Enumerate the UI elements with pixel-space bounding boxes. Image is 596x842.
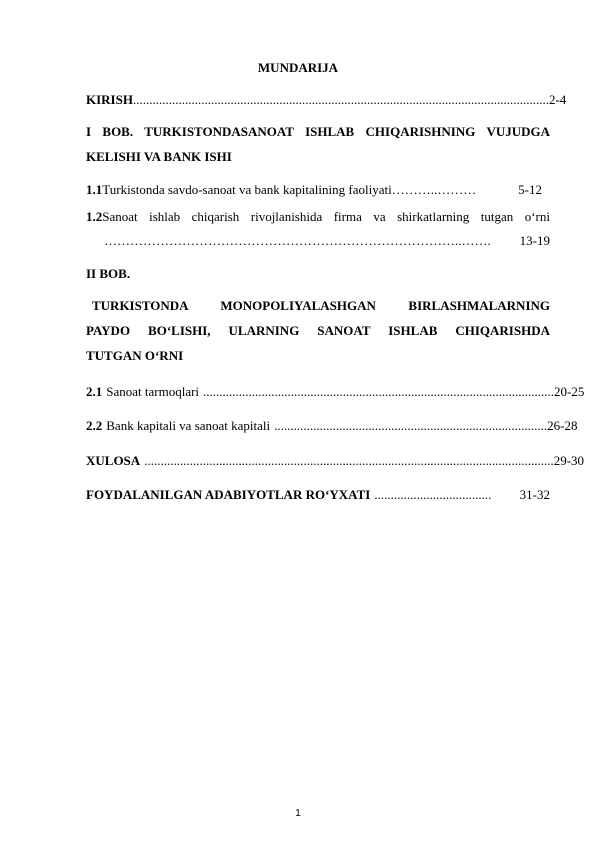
toc-entry-2-2 — [86, 417, 578, 434]
toc-page-range: 13-19 — [519, 233, 550, 248]
toc-entry-adabiyotlar — [86, 486, 550, 503]
toc-entry-label: KIRISH — [86, 92, 133, 107]
toc-entry-label: FOYDALANILGAN ADABIYOTLAR RO‘YXATI — [86, 487, 371, 502]
dot-leader: ………………………………………………………………………..……. — [104, 233, 491, 248]
toc-entry-kirish — [86, 91, 567, 108]
section-number: 1.2 — [86, 209, 103, 224]
toc-page-range: 31-32 — [519, 487, 550, 502]
toc-page-range: 2-4 — [548, 92, 567, 107]
section-number: 2.1 — [86, 384, 103, 399]
toc-entry-1-2-leader-line — [104, 232, 550, 249]
toc-entry-xulosa — [86, 452, 585, 469]
chapter-2-title-line-2: PAYDO BO‘LISHI, ULARNING SANOAT ISHLAB CHIQARISHDA — [86, 323, 550, 338]
toc-title: MUNDARIJA — [257, 60, 339, 75]
chapter-1-title-line-2: KELISHI VA BANK ISHI — [86, 149, 232, 164]
toc-entry-2-1 — [86, 383, 585, 400]
toc-entry-1-2 — [86, 208, 550, 225]
dot-leader: ................................................................................................................................ — [132, 92, 549, 107]
chapter-2-heading: II BOB. — [86, 266, 131, 281]
chapter-2-title-line-3: TUTGAN O‘RNI — [86, 348, 184, 363]
dot-leader: ............................................................................................................ — [203, 384, 555, 399]
section-title: Turkistonda savdo-sanoat va bank kapitalining faoliyati — [102, 182, 392, 197]
section-title: Sanoat ishlab chiqarish rivojlanishida firma va shirkatlarning tutgan o‘rni — [102, 209, 550, 224]
toc-entry-1-1 — [86, 181, 550, 198]
section-number: 1.1 — [86, 182, 103, 197]
toc-page-range: 29-30 — [553, 453, 585, 468]
toc-page-range: 5-12 — [518, 182, 542, 197]
chapter-2-title-line-1: TURKISTONDA MONOPOLIYALASHGAN BIRLASHMALARNING — [92, 298, 550, 313]
dot-leader: ………..……… — [391, 182, 477, 197]
section-title: Bank kapitali va sanoat kapitali — [106, 418, 271, 433]
dot-leader: .................................................................................... — [274, 418, 548, 433]
toc-page-range: 26-28 — [547, 418, 578, 433]
toc-page-range: 20-25 — [554, 384, 585, 399]
section-title: Sanoat tarmoqlari — [106, 384, 200, 399]
page-number: 1 — [295, 808, 301, 819]
dot-leader: .............................................................................................................................. — [144, 453, 554, 468]
chapter-1-title-line-1: I BOB. TURKISTONDASANOAT ISHLAB CHIQARISHNING VUJUDGA — [86, 124, 550, 139]
dot-leader: .................................... — [374, 487, 492, 502]
toc-entry-label: XULOSA — [86, 453, 141, 468]
section-number: 2.2 — [86, 418, 103, 433]
